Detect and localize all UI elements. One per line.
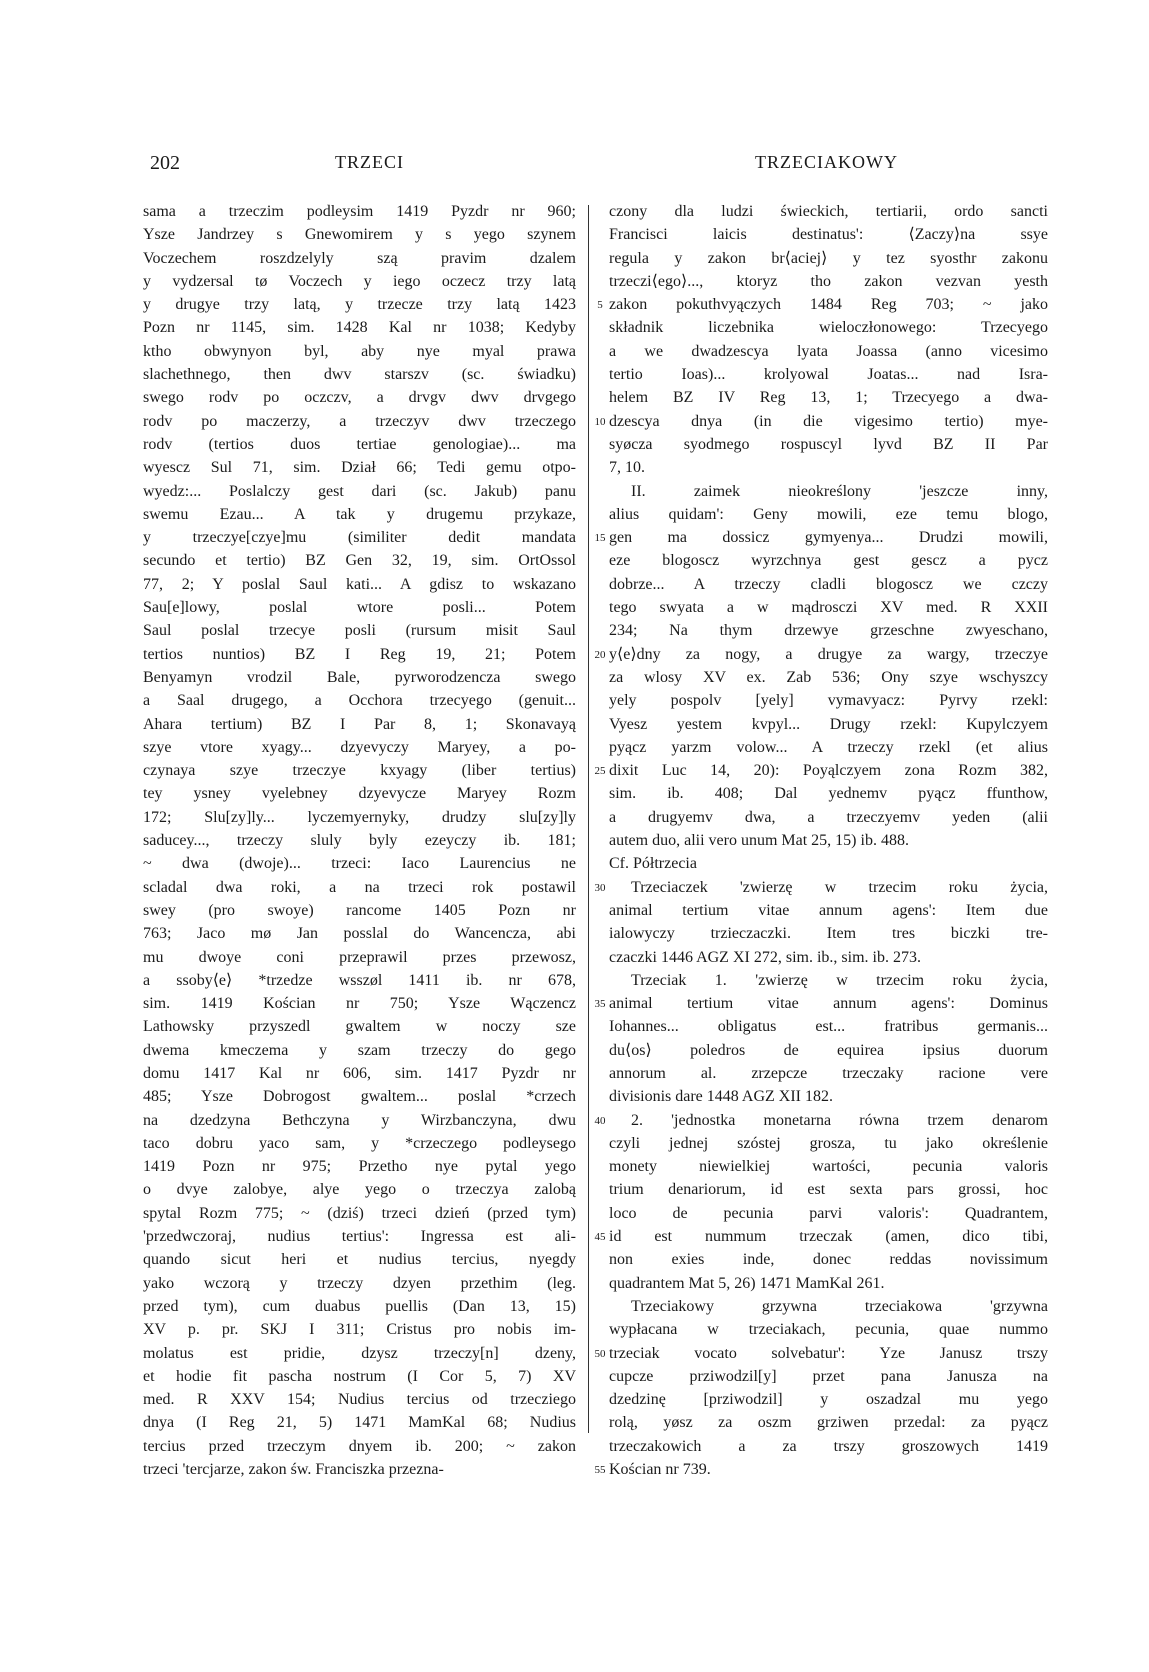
text-line: mu dwoye coni przeprawil przes przewosz, [143, 948, 576, 966]
text-line: 234; Na thym drzewye grzeschne zwyeschano, [609, 622, 1048, 640]
text-line: rodv po maczerzy, a trzeczyv dwv trzeczego [143, 412, 576, 430]
line-number: 5 [597, 299, 603, 312]
text-line: rodv (tertios duos tertiae genologiae)... ma [143, 435, 576, 453]
text-line: yely pospolv [yely] vymavyacz: Pyrvy rzekl: [609, 692, 1048, 710]
text-line: med. R XXV 154; Nudius tercius od trzecziego [143, 1391, 576, 1409]
text-line: zakon pokuthvyączych 1484 Reg 703; ~ jako [609, 296, 1048, 314]
text-line: Voczechem roszdzelyly szą pravim dzalem [143, 249, 576, 267]
text-line: cupcze prziwodzil[y] przet pana Janusza na [609, 1367, 1048, 1385]
text-line: rolą, yøsz za oszm grziwen przedal: za pyącz [609, 1414, 1048, 1432]
text-line: a Saal drugego, a Occhora trzecyego (genuit... [143, 692, 576, 710]
text-line: składnik liczebnika wieloczłonowego: Trzecyego [609, 319, 1048, 337]
text-line: 485; Ysze Dobrogost gwaltem... poslal *crzech [143, 1088, 576, 1106]
text-line: 763; Jaco mø Jan posslal do Wancencza, abi [143, 925, 576, 943]
line-number: 15 [594, 532, 606, 545]
text-line: wypłacana w trzeciakach, pecunia, quae nummo [609, 1321, 1048, 1339]
text-line: XV p. pr. SKJ I 311; Cristus pro nobis im- [143, 1321, 576, 1339]
text-line: wyedz:... Poslalczy gest dari (sc. Jakub) panu [143, 482, 576, 500]
text-line: dnya (I Reg 21, 5) 1471 MamKal 68; Nudius [143, 1414, 576, 1432]
text-line: divisionis dare 1448 AGZ XII 182. [609, 1088, 833, 1106]
text-line: saducey..., trzeczy sluly byly ezeyczy ib. 181; [143, 832, 576, 850]
page-number: 202 [150, 152, 180, 174]
text-line: loco de pecunia parvi valoris': Quadrantem, [609, 1204, 1048, 1222]
text-line: annorum al. zrzepcze trzeczaky racione vere [609, 1064, 1048, 1082]
text-line: Ahara tertium) BZ I Par 8, 1; Skonavayą [143, 715, 576, 733]
text-line: molatus est pridie, dzysz trzeczy[n] dzeny, [143, 1344, 576, 1362]
text-line: 2. 'jednostka monetarna równa trzem denarom [631, 1111, 1048, 1129]
text-line: 172; Slu[zy]ly... lyczemyernyky, drudzy slu[zy]ly [143, 808, 576, 826]
text-line: Lathowsky przyszedl gwaltem w noczy sze [143, 1018, 576, 1036]
text-line: y drugye trzy latą, y trzecze trzy latą 1423 [143, 296, 576, 314]
text-line: Francisci laicis destinatus': ⟨Zaczy⟩na ssye [609, 226, 1048, 244]
text-line: y⟨e⟩dny za nogy, a drugye za wargy, trzeczye [609, 645, 1048, 663]
text-line: tey ysney vyelebney dzyevycze Maryey Rozm [143, 785, 576, 803]
text-line: Benyamyn vrodzil Bale, pyrworodzencza swego [143, 668, 576, 686]
line-number: 35 [594, 998, 606, 1011]
text-line: quando sicut heri et nudius tercius, nyegdy [143, 1251, 576, 1269]
column-divider [588, 205, 589, 1433]
text-line: helem BZ IV Reg 13, 1; Trzecyego a dwa- [609, 389, 1048, 407]
text-line: dzescya dnya (in die vigesimo tertio) mye- [609, 412, 1048, 430]
line-number: 30 [594, 881, 606, 894]
text-line: na dzedzyna Bethczyna y Wirzbanczyna, dwu [143, 1111, 576, 1129]
line-number: 50 [594, 1347, 606, 1360]
text-line: 'przedwczoraj, nudius tertius': Ingressa est ali- [143, 1228, 576, 1246]
text-line: sim. ib. 408; Dal yednemv pyącz ffunthow, [609, 785, 1048, 803]
text-line: y vydzersal tø Voczech y iego oczecz trzy latą [143, 272, 576, 290]
text-line: czyli jednej szóstej grosza, tu jako określenie [609, 1134, 1048, 1152]
text-line: pyącz yarzm volow... A trzeczy rzekl (et alius [609, 738, 1048, 756]
text-line: trzeci 'tercjarze, zakon św. Franciszka przezna- [143, 1461, 444, 1479]
text-line: gen ma dossicz gymyenya... Drudzi mowili, [609, 529, 1048, 547]
text-line: Sau[e]lowy, poslal wtore posli... Potem [143, 599, 576, 617]
text-line: Trzeciakowy grzywna trzeciakowa 'grzywna [631, 1297, 1048, 1315]
text-line: sim. 1419 Kościan nr 750; Ysze Wączencz [143, 995, 576, 1013]
text-line: secundo et tertio) BZ Gen 32, 19, sim. OrtOssol [143, 552, 576, 570]
text-line: yako wczorą y trzeczy dzyen przethim (leg. [143, 1274, 576, 1292]
text-line: tercius przed trzeczym dnyem ib. 200; ~ zakon [143, 1437, 576, 1455]
line-number: 10 [594, 415, 606, 428]
text-line: dzedzinę [prziwodzil] y oszadzal mu yego [609, 1391, 1048, 1409]
text-line: przed tym), cum duabus puellis (Dan 13, 15) [143, 1297, 576, 1315]
text-line: swemu Ezau... A tak y drugemu przykaze, [143, 505, 576, 523]
text-line: a we dwadzescya lyata Joassa (anno vicesimo [609, 342, 1048, 360]
text-line: wyescz Sul 71, sim. Dział 66; Tedi gemu otpo- [143, 459, 576, 477]
line-number: 55 [594, 1464, 606, 1477]
text-line: ialowyczy trzieczaczki. Item tres biczki tre- [609, 925, 1048, 943]
text-line: trzeciak vocato solvebatur': Yze Janusz trszy [609, 1344, 1048, 1362]
text-line: animal tertium vitae annum agens': Dominus [609, 995, 1048, 1013]
text-line: scladal dwa roki, a na trzeci rok postawil [143, 878, 576, 896]
text-line: Pozn nr 1145, sim. 1428 Kal nr 1038; Kedyby [143, 319, 576, 337]
text-line: tego swyata a w mądrosczi XV med. R XXII [609, 599, 1048, 617]
text-line: domu 1417 Kal nr 606, sim. 1417 Pyzdr nr [143, 1064, 576, 1082]
text-line: eze blogoscz wyrzchnya gest gescz a pycz [609, 552, 1048, 570]
text-line: Kościan nr 739. [609, 1461, 711, 1479]
line-number: 25 [594, 765, 606, 778]
text-line: Iohannes... obligatus est... fratribus germanis... [609, 1018, 1048, 1036]
line-number: 20 [594, 648, 606, 661]
text-line: za wlosy XV ex. Zab 536; Ony szye wschyszcy [609, 668, 1048, 686]
text-line: animal tertium vitae annum agens': Item due [609, 901, 1048, 919]
text-line: szye vtore xyagy... dzyevyczy Maryey, a po- [143, 738, 576, 756]
text-line: non exies inde, donec reddas novissimum [609, 1251, 1048, 1269]
text-line: 77, 2; Y poslal Saul kati... A gdisz to wskazano [143, 575, 576, 593]
text-line: trzeczi⟨ego⟩..., ktoryz tho zakon vezvan yesth [609, 272, 1048, 290]
text-line: sama a trzeczim podleysim 1419 Pyzdr nr 960; [143, 203, 576, 220]
text-line: id est nummum trzeczak (amen, dico tibi, [609, 1228, 1048, 1246]
text-line: 7, 10. [609, 459, 645, 477]
text-line: dwema kmeczema y szam trzeczy do gego [143, 1041, 576, 1059]
text-line: swego rodv po oczczv, a drvgv dwv drvgego [143, 389, 576, 407]
text-line: tertios nuntios) BZ I Reg 19, 21; Potem [143, 645, 576, 663]
line-number: 45 [594, 1231, 606, 1244]
text-line: II. zaimek nieokreślony 'jeszcze inny, [631, 482, 1048, 500]
text-line: regula y zakon br⟨aciej⟩ y tez syosthr zakonu [609, 249, 1048, 267]
text-line: ~ dwa (dwoje)... trzeci: Iaco Laurencius ne [143, 855, 576, 873]
running-head-left: TRZECI [335, 152, 404, 172]
text-line: dobrze... A trzeczy cladli blogoscz we czczy [609, 575, 1048, 593]
text-line: taco dobru yaco sam, y *crzeczego podleysego [143, 1134, 576, 1152]
text-line: czony dla ludzi świeckich, tertiarii, ordo sancti [609, 203, 1048, 220]
text-line: Trzeciaczek 'zwierzę w trzecim roku życia, [631, 878, 1048, 896]
line-number: 40 [594, 1114, 606, 1127]
text-line: a ssoby⟨e⟩ *trzedze wsszøl 1411 ib. nr 678, [143, 971, 576, 989]
text-line: czynaya szye trzeczye kxyagy (liber tertius) [143, 762, 576, 780]
text-line: Cf. Półtrzecia [609, 855, 697, 873]
text-line: monety niewielkiej wartości, pecunia valoris [609, 1158, 1048, 1176]
text-line: 1419 Pozn nr 975; Przetho nye pytal yego [143, 1158, 576, 1176]
text-line: o dvye zalobye, alye yego o trzeczya zalobą [143, 1181, 576, 1199]
text-line: a drugyemv dwa, a trzeczyemv yeden (alii [609, 808, 1048, 826]
text-line: Trzeciak 1. 'zwierzę w trzecim roku życia, [631, 971, 1048, 989]
text-line: alius quidam': Geny mowili, eze temu blogo, [609, 505, 1048, 523]
text-line: tertio Ioas)... krolyowal Joatas... nad Isra- [609, 366, 1048, 384]
text-line: trium denariorum, id est sexta pars grossi, hoc [609, 1181, 1048, 1199]
text-line: autem duo, alii vero unum Mat 25, 15) ib. 488. [609, 832, 909, 850]
text-line: quadrantem Mat 5, 26) 1471 MamKal 261. [609, 1274, 885, 1292]
text-line: slachethnego, then dwv starszv (sc. świadku) [143, 366, 576, 384]
text-line: swey (pro swoye) rancome 1405 Pozn nr [143, 901, 576, 919]
text-line: Ysze Jandrzey s Gnewomirem y s yego szynem [143, 226, 576, 244]
text-line: trzeczakowich a za trszy groszowych 1419 [609, 1437, 1048, 1455]
running-head-right: TRZECIAKOWY [755, 152, 898, 172]
text-line: dixit Luc 14, 20): Poyąlczyem zona Rozm 382, [609, 762, 1048, 780]
right-text-column [609, 200, 1048, 1481]
text-line: et hodie fit pascha nostrum (I Cor 5, 7) XV [143, 1367, 576, 1385]
text-line: du⟨os⟩ poledros de equirea ipsius duorum [609, 1041, 1048, 1059]
text-line: syøcza syodmego rospuscyl lyvd BZ II Par [609, 435, 1048, 453]
left-text-column [143, 200, 576, 1481]
text-line: y trzeczye[czye]mu (similiter dedit mandata [143, 529, 576, 547]
text-line: czaczki 1446 AGZ XI 272, sim. ib., sim. ib. 273. [609, 948, 921, 966]
text-line: Saul poslal trzecye posli (rursum misit Saul [143, 622, 576, 640]
text-line: ktho obwynyon byl, aby nye myal prawa [143, 342, 576, 360]
text-line: Vyesz yestem kvpyl... Drugy rzekl: Kupylczyem [609, 715, 1048, 733]
text-line: spytal Rozm 775; ~ (dziś) trzeci dzień (przed tym) [143, 1204, 576, 1222]
